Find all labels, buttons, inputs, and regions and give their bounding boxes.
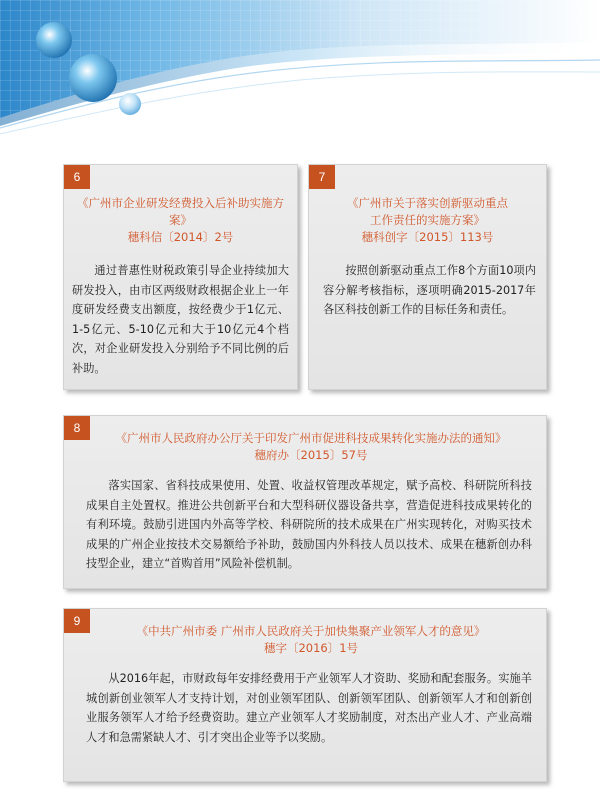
card-doc-number: 穗字〔2016〕1号: [263, 641, 359, 655]
card-title: 《广州市企业研发经费投入后补助实施方案》: [77, 196, 284, 227]
card-doc-number: 穗科信〔2014〕2号: [127, 230, 234, 244]
policy-card-6: [63, 164, 298, 390]
policy-card-8: [63, 415, 547, 589]
card-doc-number: 穗府办〔2015〕57号: [254, 448, 368, 462]
card-number-badge: 8: [64, 416, 90, 440]
card-body: 按照创新驱动重点工作8个方面10项内容分解考核指标，逐项明确2015-2017年各区科技创新工作的目标任务和责任。: [323, 264, 536, 317]
decorative-header: [0, 0, 600, 140]
card-title: 《中共广州市委 广州市人民政府关于加快集聚产业领军人才的意见》: [136, 624, 486, 638]
card-body: 通过普惠性财税政策引导企业持续加大研发投入，由市区两级财政根据企业上一年度研发经费支出额度，按经费少于1亿元、1-5亿元、5-10亿元和大于10亿元4个档次，对企业研发投入分别给予不同比例的后补助。: [72, 264, 289, 375]
policy-card-7: [308, 164, 547, 390]
card-body: 落实国家、省科技成果使用、处置、收益权管理改革规定，赋予高校、科研院所科技成果自主处置权。推进公共创新平台和大型科研仪器设备共享，营造促进科技成果转化的有利环境。鼓励引进国内外高等学校、科研院所的技术成果在广州实现转化，对购买技术成果的广州企业按技术交易额给予补助，鼓励国内外科技人员以技术、成果在穗新创办科技型企业，建立“首购首用”风险补偿机制。: [86, 479, 532, 571]
header-graphic: [0, 0, 600, 140]
card-number-badge: 9: [64, 609, 90, 633]
card-number-badge: 7: [309, 165, 335, 189]
card-doc-number: 穗科创字〔2015〕113号: [361, 230, 494, 244]
card-title-line-2: 工作责任的实施方案》: [370, 213, 485, 227]
card-body: 从2016年起，市财政每年安排经费用于产业领军人才资助、奖励和配套服务。实施羊城创新创业领军人才支持计划，对创业领军团队、创新领军团队、创新领军人才和创新创业服务领军人才给予经费资助。建立产业领军人才奖励制度，对杰出产业人才、产业高端人才和急需紧缺人才、引才突出企业等予以奖励。: [86, 672, 532, 744]
policy-card-9: [63, 608, 547, 782]
card-title: 《广州市人民政府办公厅关于印发广州市促进科技成果转化实施办法的通知》: [115, 431, 507, 445]
card-title-line-1: 《广州市关于落实创新驱动重点: [347, 196, 508, 210]
card-number-badge: 6: [64, 165, 90, 189]
